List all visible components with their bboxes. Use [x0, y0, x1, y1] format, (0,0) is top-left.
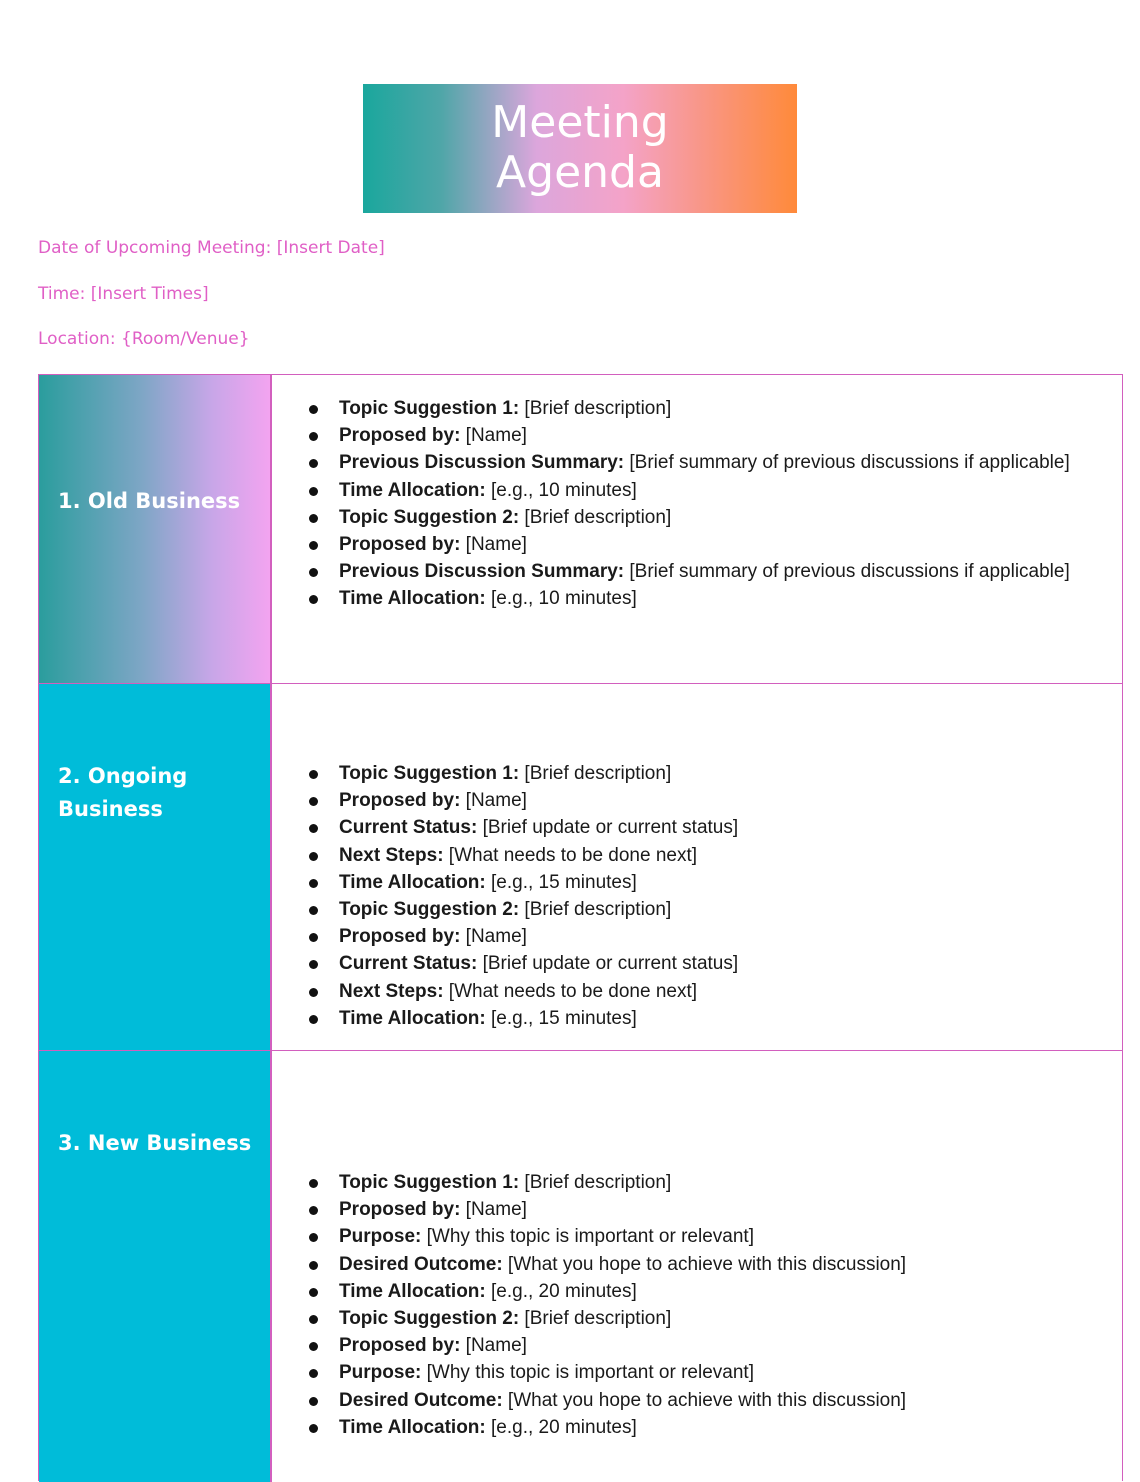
list-item — [309, 1332, 1089, 1359]
list-item — [309, 814, 1089, 841]
item-value: [e.g., 20 minutes] — [485, 1280, 637, 1302]
list-item — [309, 1169, 1089, 1196]
item-label: Proposed by: — [339, 926, 461, 948]
list-item — [309, 896, 1089, 923]
bullet-icon — [309, 1342, 318, 1351]
item-label: Topic Suggestion 1: — [339, 1172, 520, 1193]
bullet-icon — [309, 1369, 318, 1378]
item-label: Proposed by: — [339, 425, 461, 447]
list-item — [309, 869, 1089, 896]
item-value: [Brief description] — [519, 899, 672, 921]
agenda-table — [38, 374, 1123, 1481]
list-item — [309, 558, 1089, 585]
item-label: Time Allocation: — [339, 1416, 486, 1438]
list-item — [309, 1359, 1089, 1386]
bullet-icon — [309, 541, 318, 550]
item-value: [Why this topic is important or relevant] — [421, 1362, 754, 1384]
bullet-icon — [309, 487, 318, 496]
item-label: Purpose: — [339, 1226, 422, 1248]
item-label: Proposed by: — [339, 1335, 461, 1357]
list-item — [309, 422, 1089, 449]
list-item — [309, 1278, 1089, 1305]
item-value: [Brief description] — [519, 1308, 672, 1330]
item-label: Current Status: — [339, 953, 478, 975]
item-label: Desired Outcome: — [339, 1253, 503, 1275]
list-item — [309, 395, 1089, 422]
section-header-cell — [39, 684, 272, 1050]
item-value: [e.g., 10 minutes] — [485, 588, 637, 610]
item-label: Time Allocation: — [339, 1007, 486, 1029]
item-value: [Brief update or current status] — [477, 953, 739, 975]
list-item — [309, 950, 1089, 977]
item-value: [Brief summary of previous discussions if applicable] — [624, 452, 1070, 474]
item-label: Previous Discussion Summary: — [339, 561, 625, 583]
bullet-icon — [309, 852, 318, 861]
list-item — [309, 449, 1089, 476]
item-label: Proposed by: — [339, 790, 461, 812]
bullet-icon — [309, 405, 318, 414]
meeting-location: Location: {Room/Venue} — [38, 329, 250, 349]
bullet-icon — [309, 933, 318, 942]
list-item — [309, 787, 1089, 814]
bullet-icon — [309, 459, 318, 468]
agenda-section-old-business — [39, 375, 1122, 684]
item-value: [Name] — [460, 1199, 527, 1221]
bullet-icon — [309, 960, 318, 969]
list-item — [309, 1414, 1089, 1441]
bullet-icon — [309, 514, 318, 523]
bullet-icon — [309, 797, 318, 806]
agenda-section-new-business — [39, 1051, 1122, 1482]
section-title: 1. Old Business — [58, 489, 241, 513]
section-items — [309, 1169, 1089, 1441]
list-item — [309, 1223, 1089, 1250]
page-title: Meeting Agenda — [491, 97, 669, 198]
list-item — [309, 1196, 1089, 1223]
item-label: Topic Suggestion 1: — [339, 398, 520, 419]
bullet-icon — [309, 1397, 318, 1406]
item-value: [e.g., 10 minutes] — [485, 479, 637, 501]
item-value: [e.g., 15 minutes] — [485, 1007, 637, 1029]
list-item — [309, 585, 1089, 612]
item-value: [What needs to be done next] — [443, 980, 698, 1002]
list-item — [309, 1305, 1089, 1332]
bullet-icon — [309, 1424, 318, 1433]
title-banner — [363, 84, 797, 213]
item-value: [Brief description] — [519, 1172, 672, 1193]
item-value: [Name] — [460, 425, 527, 447]
bullet-icon — [309, 568, 318, 577]
item-value: [e.g., 20 minutes] — [485, 1416, 637, 1438]
list-item — [309, 923, 1089, 950]
item-value: [Why this topic is important or relevant] — [421, 1226, 754, 1248]
bullet-icon — [309, 1233, 318, 1242]
list-item — [309, 978, 1089, 1005]
bullet-icon — [309, 770, 318, 779]
bullet-icon — [309, 1206, 318, 1215]
section-header-cell — [39, 1051, 272, 1482]
item-label: Current Status: — [339, 817, 478, 839]
bullet-icon — [309, 432, 318, 441]
item-value: [Brief update or current status] — [477, 817, 739, 839]
bullet-icon — [309, 824, 318, 833]
item-label: Next Steps: — [339, 844, 444, 866]
section-items — [309, 760, 1089, 1032]
list-item — [309, 1387, 1089, 1414]
item-label: Topic Suggestion 2: — [339, 899, 520, 921]
item-value: [Name] — [460, 790, 527, 812]
item-label: Time Allocation: — [339, 479, 486, 501]
item-value: [Name] — [460, 926, 527, 948]
meeting-date: Date of Upcoming Meeting: [Insert Date] — [38, 238, 385, 258]
bullet-icon — [309, 1261, 318, 1270]
bullet-icon — [309, 1288, 318, 1297]
item-value: [Brief description] — [519, 763, 672, 784]
list-item — [309, 477, 1089, 504]
item-label: Desired Outcome: — [339, 1389, 503, 1411]
bullet-icon — [309, 879, 318, 888]
bullet-icon — [309, 988, 318, 997]
agenda-section-ongoing-business — [39, 684, 1122, 1051]
list-item — [309, 1005, 1089, 1032]
bullet-icon — [309, 1315, 318, 1324]
bullet-icon — [309, 906, 318, 915]
item-label: Proposed by: — [339, 1199, 461, 1221]
item-label: Time Allocation: — [339, 588, 486, 610]
item-value: [What needs to be done next] — [443, 844, 698, 866]
list-item — [309, 531, 1089, 558]
item-label: Topic Suggestion 2: — [339, 1308, 520, 1330]
item-value: [What you hope to achieve with this discussion] — [502, 1253, 907, 1275]
list-item — [309, 1251, 1089, 1278]
item-label: Purpose: — [339, 1362, 422, 1384]
section-title: 3. New Business — [58, 1131, 252, 1155]
bullet-icon — [309, 1179, 318, 1188]
bullet-icon — [309, 1015, 318, 1024]
item-label: Previous Discussion Summary: — [339, 452, 625, 474]
item-label: Time Allocation: — [339, 871, 486, 893]
item-label: Next Steps: — [339, 980, 444, 1002]
item-value: [Brief description] — [519, 506, 672, 528]
item-value: [e.g., 15 minutes] — [485, 871, 637, 893]
item-value: [Brief description] — [519, 398, 672, 419]
section-title: 2. Ongoing Business — [58, 764, 188, 821]
item-label: Proposed by: — [339, 534, 461, 556]
meeting-time: Time: [Insert Times] — [38, 284, 209, 304]
bullet-icon — [309, 595, 318, 604]
list-item — [309, 504, 1089, 531]
item-label: Topic Suggestion 2: — [339, 506, 520, 528]
list-item — [309, 842, 1089, 869]
item-value: [Brief summary of previous discussions if applicable] — [624, 561, 1070, 583]
section-items — [309, 395, 1089, 613]
item-label: Time Allocation: — [339, 1280, 486, 1302]
item-value: [What you hope to achieve with this discussion] — [502, 1389, 907, 1411]
item-label: Topic Suggestion 1: — [339, 763, 520, 784]
list-item — [309, 760, 1089, 787]
section-header-cell — [39, 375, 272, 683]
item-value: [Name] — [460, 534, 527, 556]
item-value: [Name] — [460, 1335, 527, 1357]
